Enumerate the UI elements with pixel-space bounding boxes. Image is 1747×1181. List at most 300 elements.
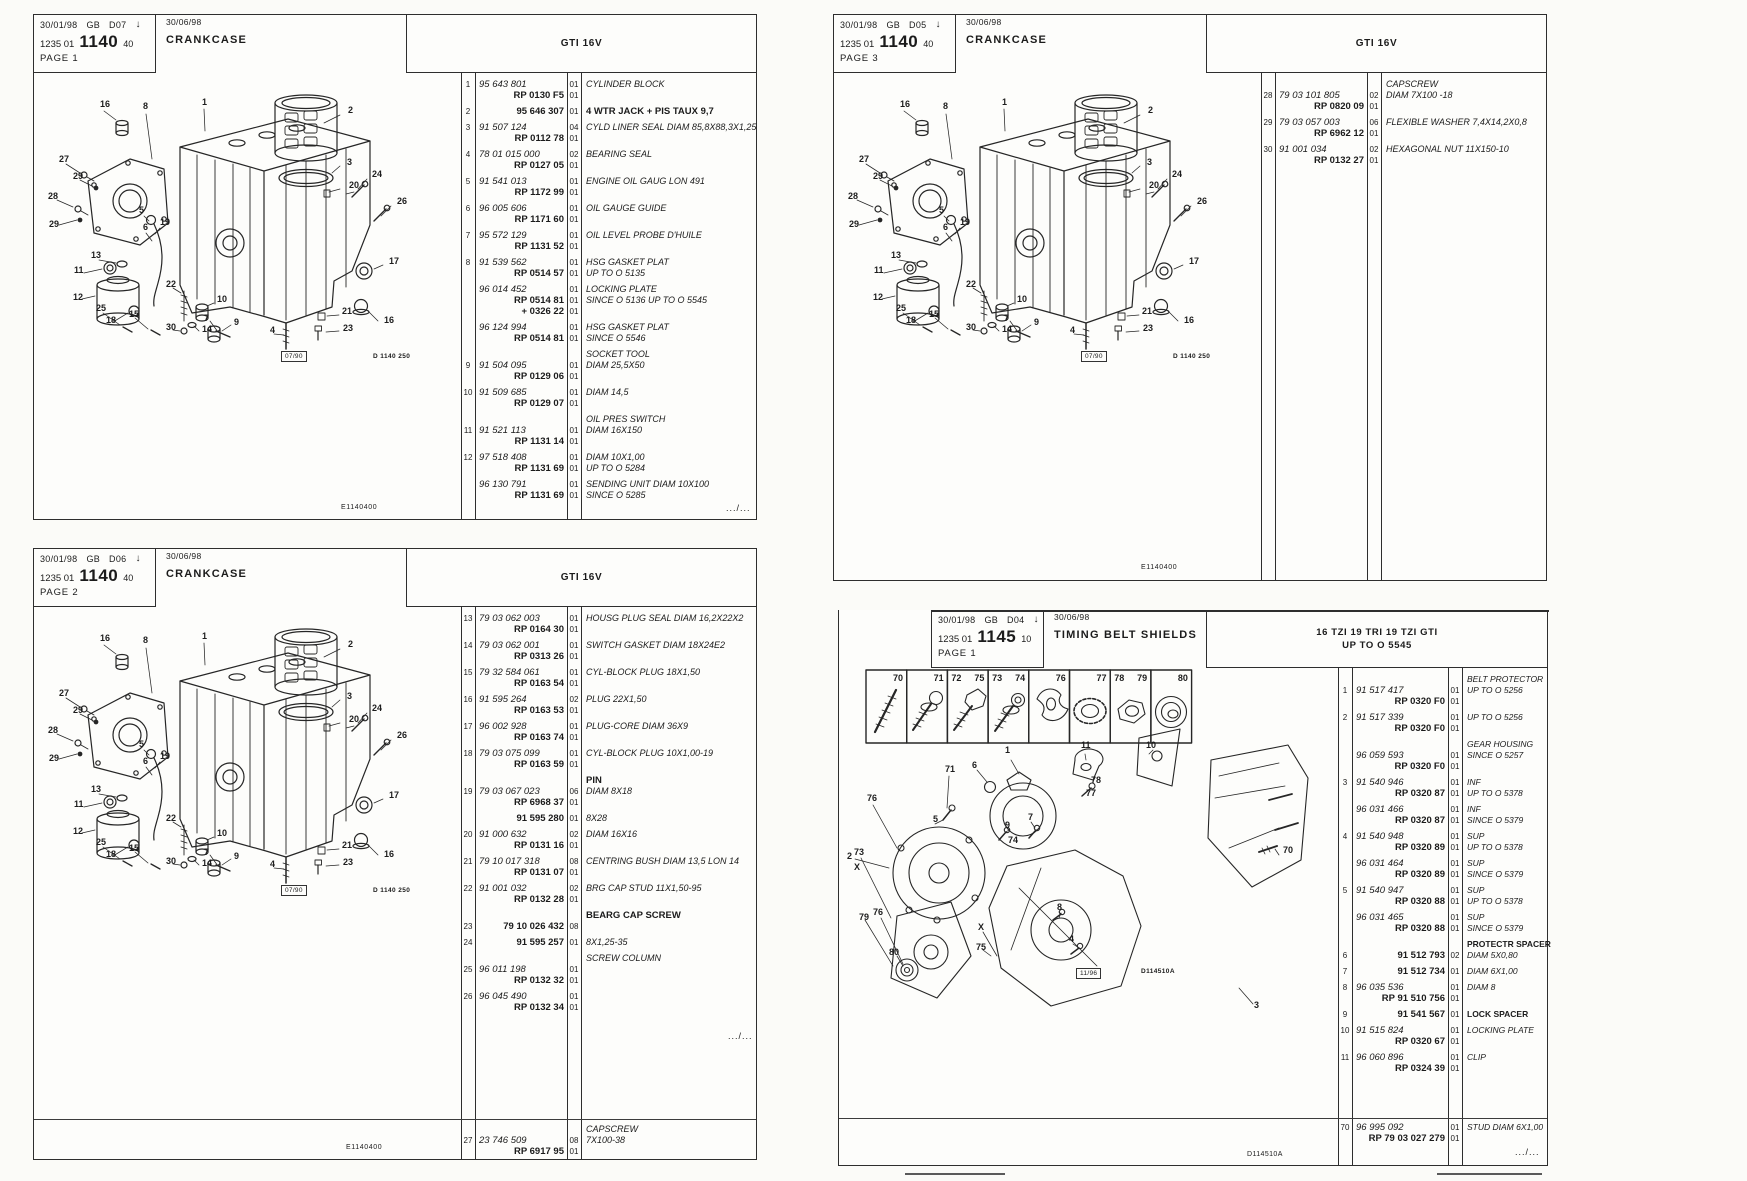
parts-row	[461, 387, 756, 409]
part-number: 96 035 536	[1356, 982, 1404, 993]
section-title: CRANKCASE	[966, 34, 1048, 46]
callout-label: X	[978, 922, 985, 932]
part-description: CENTRING BUSH DIAM 13,5 LON 14	[586, 856, 740, 866]
part-number: RP 0313 26	[513, 651, 564, 662]
callout-label: 6	[143, 756, 149, 766]
parts-row	[461, 349, 756, 382]
quantity: 01	[1450, 789, 1460, 798]
description-cell	[581, 452, 756, 474]
empty-line	[581, 306, 756, 317]
callout-label: 20	[349, 180, 360, 190]
quantity: 01	[569, 204, 579, 213]
description-cell	[581, 694, 756, 716]
revision-stamp: 07/90	[281, 885, 307, 896]
item-number: 7	[1342, 967, 1348, 976]
callout-label: 17	[389, 790, 400, 800]
callout-label: 4	[1069, 934, 1075, 944]
item-number-cell	[1338, 1009, 1352, 1020]
item-number: 10	[463, 388, 473, 397]
quantity: 01	[569, 491, 579, 500]
part-number-cell	[475, 829, 567, 851]
strip-key-number: 72	[951, 673, 962, 683]
part-description: CYL-BLOCK PLUG 18X1,50	[586, 667, 701, 677]
empty-line	[581, 705, 756, 716]
part-number: 95 572 129	[479, 230, 527, 241]
exploded-diagram-crankcase	[34, 607, 461, 907]
part-description: SOCKET TOOL	[586, 349, 650, 359]
table-separator-line	[839, 1118, 1547, 1119]
description-cell	[1462, 1009, 1547, 1020]
quantity: 01	[569, 285, 579, 294]
part-description: GEAR HOUSING	[1467, 739, 1534, 749]
callout-label: 9	[1034, 317, 1040, 327]
empty-line	[1462, 761, 1547, 772]
quantity-cell	[567, 694, 581, 716]
item-number: 4	[465, 150, 471, 159]
item-number: 2	[1342, 713, 1348, 722]
quantity-cell	[567, 1124, 581, 1157]
exploded-diagram-crankcase	[34, 73, 461, 373]
header-info-box	[34, 15, 156, 73]
part-number-cell	[1352, 739, 1448, 772]
part-description: CLIP	[1467, 1052, 1486, 1062]
item-number: 22	[463, 884, 473, 893]
callout-label: 16	[100, 633, 111, 643]
description-cell	[581, 176, 756, 198]
callout-label: 1	[1005, 745, 1011, 755]
part-number: RP 0320 87	[1394, 788, 1445, 799]
quantity-cell	[567, 775, 581, 808]
callout-label: 8	[943, 101, 949, 111]
quantity-cell	[1448, 966, 1462, 977]
item-number: 26	[463, 992, 473, 1001]
empty-line	[475, 414, 567, 425]
quantity: 02	[1369, 145, 1379, 154]
callout-label: 20	[1149, 180, 1160, 190]
quantity-cell	[567, 910, 581, 932]
parts-row	[1261, 79, 1546, 112]
part-description: OIL GAUGE GUIDE	[586, 203, 667, 213]
parts-row	[461, 748, 756, 770]
quantity: 01	[569, 798, 579, 807]
part-number-cell	[475, 106, 567, 117]
quantity-cell	[567, 349, 581, 382]
part-number-cell	[475, 79, 567, 101]
document-number: 1140	[879, 32, 919, 51]
quantity: 01	[1450, 697, 1460, 706]
item-number-cell	[461, 349, 475, 382]
part-description: BRG CAP STUD 11X1,50-95	[586, 883, 702, 893]
parts-row	[461, 257, 756, 279]
part-number-cell	[475, 257, 567, 279]
empty-line	[1381, 101, 1546, 112]
callout-label: 22	[166, 813, 177, 823]
item-number-cell	[461, 203, 475, 225]
revision-date: 30/06/98	[966, 17, 1002, 27]
callout-label: 23	[343, 323, 354, 333]
description-cell	[581, 748, 756, 770]
item-number-cell	[461, 813, 475, 824]
parts-row	[461, 991, 756, 1013]
part-number: RP 0320 F0	[1394, 696, 1445, 707]
item-number: 8	[465, 258, 471, 267]
item-number-cell	[461, 479, 475, 501]
part-description: HOUSG PLUG SEAL DIAM 16,2X22X2	[586, 613, 744, 623]
quantity: 04	[569, 123, 579, 132]
part-number: 91 517 339	[1356, 712, 1404, 723]
quantity-cell	[567, 856, 581, 878]
part-number: RP 0163 53	[513, 705, 564, 716]
part-description: FLEXIBLE WASHER 7,4X14,2X0,8	[1386, 117, 1527, 127]
part-number-cell	[475, 910, 567, 932]
parts-row	[461, 230, 756, 252]
callout-label: 27	[59, 688, 70, 698]
empty-line	[567, 953, 581, 964]
quantity: 01	[1450, 994, 1460, 1003]
part-number: 79 03 057 003	[1279, 117, 1340, 128]
callout-label: 25	[896, 303, 907, 313]
header-title-cell	[156, 15, 406, 73]
parts-row	[461, 479, 756, 501]
part-description: PLUG 22X1,50	[586, 694, 647, 704]
strip-key-number: 77	[1096, 673, 1107, 683]
part-number: 91 595 280	[516, 813, 564, 824]
callout-label: 16	[1184, 315, 1195, 325]
part-description: HEXAGONAL NUT 11X150-10	[1386, 144, 1509, 154]
description-cell	[1462, 739, 1547, 772]
part-number: 91 595 264	[479, 694, 527, 705]
callout-label: 5	[139, 205, 145, 215]
quantity-cell	[567, 79, 581, 101]
quantity: 01	[569, 258, 579, 267]
quantity: 01	[569, 760, 579, 769]
description-cell	[1462, 777, 1547, 799]
parts-row	[461, 613, 756, 635]
part-description: INF	[1467, 804, 1481, 814]
part-description: CYLD LINER SEAL DIAM 85,8X88,3X1,25	[586, 122, 757, 132]
parts-row	[461, 694, 756, 716]
document-suffix: 40	[923, 39, 934, 49]
part-number-cell	[475, 813, 567, 824]
quantity: 01	[569, 453, 579, 462]
quantity: 01	[569, 242, 579, 251]
empty-line	[475, 953, 567, 964]
part-number: 91 515 824	[1356, 1025, 1404, 1036]
down-arrow-icon: ↓	[135, 553, 141, 564]
item-number: 70	[1340, 1123, 1350, 1132]
parts-row	[1338, 739, 1547, 772]
callout-label: 26	[397, 730, 408, 740]
quantity-cell	[1448, 939, 1462, 961]
document-number: 1140	[79, 566, 119, 585]
item-number: 20	[463, 830, 473, 839]
part-number: RP 6917 95	[513, 1146, 564, 1157]
table-separator-line	[34, 1119, 756, 1120]
callout-label: 16	[384, 315, 395, 325]
callout-label: 9	[234, 851, 240, 861]
part-number: RP 0132 28	[513, 894, 564, 905]
callout-label: 3	[1254, 1000, 1260, 1010]
quantity-cell	[567, 176, 581, 198]
part-number-cell	[475, 1124, 567, 1157]
callout-label: 11	[74, 265, 84, 275]
part-number: 79 03 101 805	[1279, 90, 1340, 101]
callout-label: 6	[972, 760, 978, 770]
item-number-cell	[461, 106, 475, 117]
empty-line	[1448, 939, 1462, 950]
description-cell	[581, 322, 756, 344]
item-number: 2	[465, 107, 471, 116]
item-number: 14	[463, 641, 473, 650]
callout-label: 10	[217, 828, 228, 838]
empty-line	[567, 775, 581, 786]
parts-row	[461, 953, 756, 986]
empty-line	[581, 214, 756, 225]
part-number: 91 001 032	[479, 883, 527, 894]
quantity: 06	[569, 787, 579, 796]
item-number: 6	[465, 204, 471, 213]
quantity: 06	[1369, 118, 1379, 127]
callout-label: 5	[933, 814, 939, 824]
item-number-cell	[461, 230, 475, 252]
item-number-cell	[461, 176, 475, 198]
quantity: 01	[1450, 832, 1460, 841]
empty-line	[581, 651, 756, 662]
quantity: 01	[569, 868, 579, 877]
quantity: 01	[1450, 816, 1460, 825]
callout-label: 13	[91, 784, 102, 794]
item-number-cell	[461, 640, 475, 662]
part-description: DIAM 25,5X50	[586, 360, 645, 370]
quantity-cell	[1448, 674, 1462, 707]
callout-label: 3	[1147, 157, 1153, 167]
strip-key-number: 70	[892, 673, 903, 683]
part-description: 7X100-38	[586, 1135, 626, 1145]
variant-header	[406, 549, 756, 607]
part-description: OIL LEVEL PROBE D'HUILE	[586, 230, 702, 240]
quantity: 01	[569, 91, 579, 100]
empty-line	[475, 910, 567, 921]
description-cell	[581, 813, 756, 824]
exploded-diagram-crankcase	[834, 73, 1261, 373]
quantity: 01	[1369, 129, 1379, 138]
part-number: RP 0163 74	[513, 732, 564, 743]
part-number-cell	[1352, 804, 1448, 826]
part-number-cell	[475, 176, 567, 198]
description-cell	[581, 667, 756, 689]
quantity: 01	[1450, 1037, 1460, 1046]
quantity: 08	[569, 857, 579, 866]
drawing-number: D 1140 250	[1173, 353, 1211, 360]
part-description: HSG GASKET PLAT	[586, 257, 669, 267]
variant-header	[406, 15, 756, 73]
callout-label: 19	[160, 217, 171, 227]
callout-label: 80	[889, 947, 900, 957]
item-number-cell	[461, 856, 475, 878]
description-cell	[581, 937, 756, 948]
callout-label: 27	[859, 154, 870, 164]
quantity: 01	[1450, 751, 1460, 760]
callout-label: 12	[73, 826, 84, 836]
part-number: RP 1131 69	[514, 490, 564, 501]
part-number: + 0326 22	[521, 306, 564, 317]
part-number-cell	[1275, 117, 1367, 139]
item-number-cell	[461, 721, 475, 743]
callout-label: 30	[166, 322, 177, 332]
header-info-box	[34, 549, 156, 607]
parts-row	[1338, 885, 1547, 907]
quantity: 01	[569, 679, 579, 688]
parts-row	[1261, 117, 1546, 139]
part-number-cell	[1352, 1009, 1448, 1020]
quantity-cell	[567, 721, 581, 743]
part-description: CAPSCREW	[1386, 79, 1439, 89]
description-cell	[1462, 858, 1547, 880]
header-title-cell	[1044, 610, 1206, 668]
parts-row	[461, 937, 756, 948]
callout-label: 21	[1142, 306, 1153, 316]
quantity-cell	[1367, 117, 1381, 139]
document-suffix: 10	[1021, 634, 1032, 644]
callout-label: 18	[906, 315, 917, 325]
quantity-cell	[567, 122, 581, 144]
quantity: 02	[569, 150, 579, 159]
revision-date: 30/06/98	[166, 551, 202, 561]
callout-label: 5	[939, 205, 945, 215]
empty-line	[1448, 739, 1462, 750]
part-description: STUD DIAM 6X1,00	[1467, 1122, 1544, 1132]
description-cell	[581, 953, 756, 986]
part-number-cell	[475, 387, 567, 409]
part-description: UP TO O 5256	[1467, 712, 1523, 722]
quantity-cell	[567, 452, 581, 474]
empty-line	[475, 1124, 567, 1135]
callout-label: 18	[106, 849, 117, 859]
description-cell	[1462, 939, 1551, 961]
part-number: RP 0514 81	[513, 295, 564, 306]
part-description: LOCKING PLATE	[1467, 1025, 1534, 1035]
description-cell	[581, 106, 756, 117]
drawing-number: D114510A	[1141, 968, 1175, 975]
empty-line	[581, 991, 756, 1002]
quantity: 01	[569, 480, 579, 489]
quantity: 01	[1450, 1026, 1460, 1035]
strip-key-number: 73	[992, 673, 1003, 683]
description-cell	[1462, 712, 1547, 734]
item-number-cell	[1338, 674, 1352, 707]
header-title-cell	[956, 15, 1206, 73]
empty-line	[581, 1002, 756, 1013]
part-description: SCREW COLUMN	[586, 953, 662, 963]
parts-table	[461, 607, 756, 1159]
part-number: 97 518 408	[479, 452, 527, 463]
part-number: RP 0514 57	[513, 268, 564, 279]
part-description: 8X1,25-35	[586, 937, 628, 947]
part-number-cell	[1352, 939, 1448, 961]
empty-line	[581, 921, 756, 932]
part-number: 96 014 452	[479, 284, 527, 295]
callout-label: 79	[859, 912, 870, 922]
header-info-box	[834, 15, 956, 73]
part-number: RP 1131 14	[514, 436, 564, 447]
callout-label: 10	[1146, 740, 1157, 750]
part-number-cell	[475, 203, 567, 225]
description-cell	[1381, 144, 1546, 166]
quantity: 01	[569, 323, 579, 332]
description-cell	[581, 203, 756, 225]
part-description: SUP	[1467, 885, 1485, 895]
empty-line	[1448, 674, 1462, 685]
part-description: SINCE O 5546	[586, 333, 646, 343]
parts-table-footer-row	[1338, 1122, 1547, 1149]
part-description: SINCE O 5257	[1467, 750, 1524, 760]
part-number-cell	[475, 856, 567, 878]
drawing-number-footer: D114510A	[1247, 1151, 1283, 1158]
part-description: CYL-BLOCK PLUG 10X1,00-19	[586, 748, 714, 758]
quantity: 01	[1369, 102, 1379, 111]
parts-row	[1338, 804, 1547, 826]
part-number: RP 6962 12	[1313, 128, 1364, 139]
item-number: 15	[463, 668, 473, 677]
empty-line	[581, 759, 756, 770]
part-number-cell	[475, 452, 567, 474]
part-number: 96 002 928	[479, 721, 527, 732]
part-number: 96 045 490	[479, 991, 527, 1002]
callout-label: 19	[960, 217, 971, 227]
item-number-cell	[1338, 939, 1352, 961]
empty-line	[475, 775, 567, 786]
item-number: 7	[465, 231, 471, 240]
callout-label: 28	[48, 191, 59, 201]
description-cell	[581, 613, 756, 635]
callout-label: 27	[59, 154, 70, 164]
empty-line	[581, 133, 756, 144]
item-number: 6	[1342, 951, 1348, 960]
parts-row	[461, 176, 756, 198]
quantity: 01	[569, 1003, 579, 1012]
down-arrow-icon: ↓	[1033, 614, 1039, 625]
part-number: RP 0320 F0	[1394, 723, 1445, 734]
variant-line: GTI 16V	[560, 38, 603, 49]
part-number-cell	[475, 284, 567, 317]
parts-row	[461, 149, 756, 171]
item-number: 21	[463, 857, 473, 866]
part-description: SUP	[1467, 858, 1485, 868]
part-number: 91 541 013	[479, 176, 527, 187]
callout-label: 5	[139, 739, 145, 749]
part-description: DIAM 8	[1467, 982, 1496, 992]
part-number: RP 0514 81	[513, 333, 564, 344]
quantity: 01	[569, 388, 579, 397]
item-number-cell	[461, 829, 475, 851]
empty-line	[475, 349, 567, 360]
quantity-cell	[567, 813, 581, 824]
quantity: 01	[1450, 859, 1460, 868]
part-number: RP 0320 88	[1394, 896, 1445, 907]
parts-table	[1261, 73, 1546, 580]
variant-line: UP TO O 5545	[1342, 639, 1412, 651]
part-number-cell	[475, 775, 567, 808]
quantity: 01	[569, 307, 579, 316]
quantity: 02	[569, 884, 579, 893]
quantity: 08	[569, 1136, 579, 1145]
part-number-cell	[1352, 777, 1448, 799]
part-number: RP 0320 F0	[1394, 761, 1445, 772]
parts-row	[461, 883, 756, 905]
empty-line	[1462, 723, 1547, 734]
item-number-cell	[1261, 79, 1275, 112]
quantity: 01	[569, 841, 579, 850]
